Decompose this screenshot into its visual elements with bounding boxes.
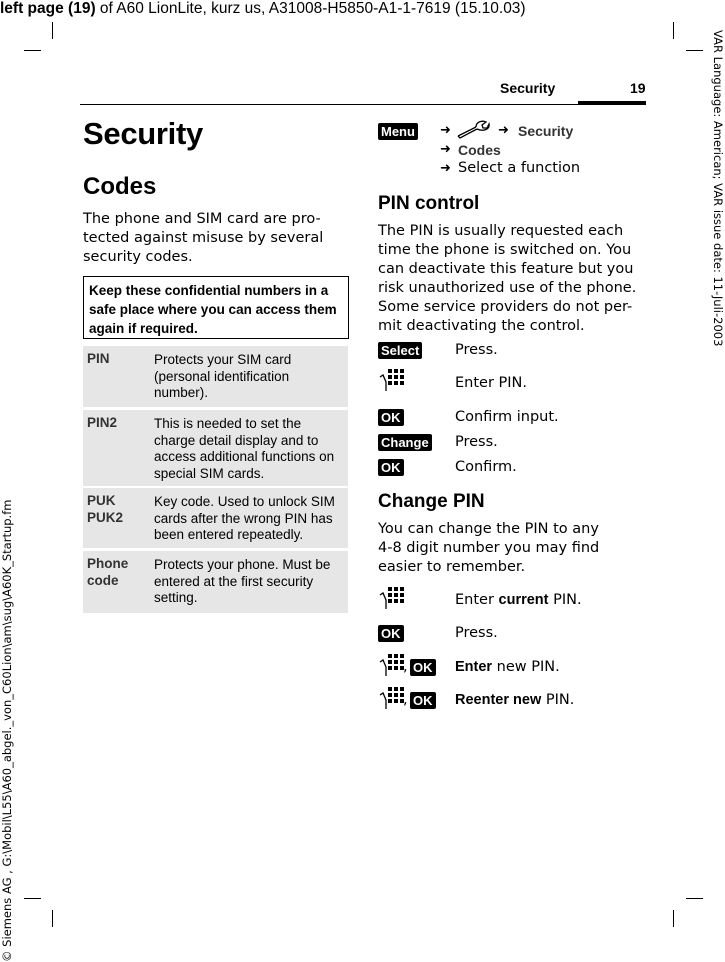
- keypad-icon: [378, 368, 404, 392]
- codes-heading: Codes: [83, 173, 157, 200]
- codes-intro-line: The phone and SIM card are pro-: [83, 211, 321, 227]
- code-key-line: Phone: [87, 556, 129, 571]
- crop-mark: [24, 50, 41, 51]
- code-description-line: Protects your SIM card: [154, 352, 292, 367]
- pin-control-line: The PIN is usually requested each: [378, 223, 624, 239]
- keypad-icon: [378, 686, 404, 710]
- step-text-bold: Enter: [455, 659, 493, 675]
- code-description-line: access additional functions on: [154, 449, 335, 464]
- menu-select-function: Select a function: [458, 160, 581, 176]
- comma-separator: ,: [403, 692, 408, 708]
- header-rule: [80, 104, 646, 105]
- crop-mark: [673, 22, 674, 39]
- step-text: [455, 592, 582, 608]
- confidential-note: [83, 276, 349, 339]
- code-description: [154, 352, 344, 402]
- codes-intro-line: tected against misuse by several: [83, 230, 324, 246]
- code-description-line: number).: [154, 385, 209, 400]
- arrow-icon: ➜: [440, 123, 451, 138]
- note-line: safe place where you can access them: [89, 302, 337, 317]
- code-description-line: charge detail display and to: [154, 432, 319, 448]
- wrench-icon: [456, 119, 490, 139]
- step-text: Confirm.: [455, 459, 517, 475]
- code-key-line: code: [87, 573, 119, 588]
- code-key-line: PIN: [87, 351, 110, 366]
- code-description: [154, 557, 344, 607]
- ok-softkey-badge: OK: [410, 692, 436, 709]
- comma-separator: ,: [403, 659, 408, 675]
- copyright-path-text: © Siemens AG , G:\Mobil\L55\A60_abgel._von_C60Lion\am\sug\A60K_Startup.fm: [0, 499, 14, 962]
- code-row-pin: [83, 346, 348, 407]
- code-description-line: entered at the first security: [154, 573, 314, 589]
- arrow-icon: ➜: [440, 161, 451, 176]
- note-line: again if required.: [89, 321, 198, 336]
- running-head: [500, 80, 646, 96]
- code-description-line: cards after the wrong PIN has: [154, 510, 333, 526]
- ok-softkey-badge: OK: [378, 625, 404, 642]
- pin-control-line: mit deactivating the control.: [378, 318, 585, 334]
- step-text-part: PIN.: [541, 692, 575, 708]
- change-pin-body: [378, 520, 599, 577]
- var-language-text: VAR Language: American; VAR issue date: 11-Juli-2003: [711, 30, 725, 347]
- file-header-rest: of A60 LionLite, kurz us, A31008-H5850-A1-1-7619 (15.10.03): [95, 0, 526, 17]
- code-description-line: special SIM cards.: [154, 465, 265, 481]
- file-header-prefix: left page (19): [0, 0, 96, 17]
- keypad-icon: [378, 586, 404, 610]
- pin-control-line: can deactivate this feature but you: [378, 261, 634, 277]
- header-rule-accent: [578, 101, 646, 104]
- step-text-bold: Reenter new: [455, 692, 542, 708]
- crop-mark: [686, 898, 703, 899]
- code-key: [87, 350, 110, 367]
- file-header-line: [0, 0, 526, 18]
- ok-softkey-badge: OK: [378, 459, 404, 476]
- code-key: [87, 414, 117, 431]
- copyright-path-note: [0, 440, 16, 962]
- change-pin-line: You can change the PIN to any: [378, 521, 599, 537]
- step-text: Confirm input.: [455, 409, 559, 425]
- step-text: [455, 692, 574, 708]
- menu-item-security: Security: [518, 123, 574, 139]
- page-title: Security: [83, 116, 203, 151]
- step-text-bold: current: [498, 592, 549, 608]
- code-key-line: PUK2: [87, 510, 124, 525]
- pin-control-line: risk unauthorized use of the phone.: [378, 280, 637, 296]
- codes-intro-line: security codes.: [83, 249, 193, 265]
- ok-softkey-badge: OK: [378, 409, 404, 426]
- codes-intro: [83, 210, 323, 267]
- code-description-line: been entered repeatedly.: [154, 527, 304, 542]
- arrow-icon: ➜: [498, 123, 509, 138]
- change-pin-heading: Change PIN: [378, 491, 485, 512]
- code-description: [154, 494, 344, 544]
- code-description-line: (personal identification: [154, 368, 290, 384]
- change-softkey-badge: Change: [378, 434, 432, 451]
- code-key-line: PUK: [87, 493, 116, 508]
- note-line: Keep these confidential numbers in a: [89, 283, 329, 298]
- step-text-part: Enter: [455, 592, 499, 608]
- pin-control-line: Some service providers do not per-: [378, 299, 633, 315]
- code-row-puk: [83, 488, 348, 548]
- step-text: Enter PIN.: [455, 375, 528, 391]
- code-key: [87, 555, 128, 589]
- crop-mark: [673, 910, 674, 927]
- crop-mark: [52, 22, 53, 39]
- pin-control-body: [378, 222, 636, 336]
- change-pin-line: easier to remember.: [378, 559, 526, 575]
- crop-mark: [24, 898, 41, 899]
- code-key: [87, 492, 123, 526]
- menu-item-codes: Codes: [458, 142, 501, 158]
- step-text-part: new PIN.: [492, 659, 560, 675]
- code-row-pin2: [83, 410, 348, 486]
- running-head-section: Security: [500, 80, 556, 96]
- code-row-phone-code: [83, 551, 348, 613]
- crop-mark: [686, 50, 703, 51]
- keypad-icon: [378, 653, 404, 677]
- var-language-note: [709, 30, 725, 375]
- code-description-line: setting.: [154, 590, 198, 605]
- arrow-icon: ➜: [440, 142, 451, 157]
- select-softkey-badge: Select: [378, 342, 422, 359]
- pin-control-line: time the phone is switched on. You: [378, 242, 632, 258]
- code-description-line: Key code. Used to unlock SIM: [154, 494, 335, 509]
- step-text: Press.: [455, 434, 498, 450]
- change-pin-line: 4-8 digit number you may find: [378, 540, 600, 556]
- crop-mark: [52, 910, 53, 927]
- step-text: [455, 659, 560, 675]
- step-text: Press.: [455, 625, 498, 641]
- ok-softkey-badge: OK: [410, 659, 436, 676]
- step-text: Press.: [455, 342, 498, 358]
- code-key-line: PIN2: [87, 415, 118, 430]
- page-number: 19: [630, 80, 646, 96]
- code-description: [154, 416, 344, 482]
- step-text-part: PIN.: [548, 592, 582, 608]
- code-description-line: Protects your phone. Must be: [154, 557, 331, 572]
- menu-softkey-badge: Menu: [378, 123, 418, 140]
- pin-control-heading: PIN control: [378, 193, 480, 214]
- code-description-line: This is needed to set the: [154, 416, 302, 431]
